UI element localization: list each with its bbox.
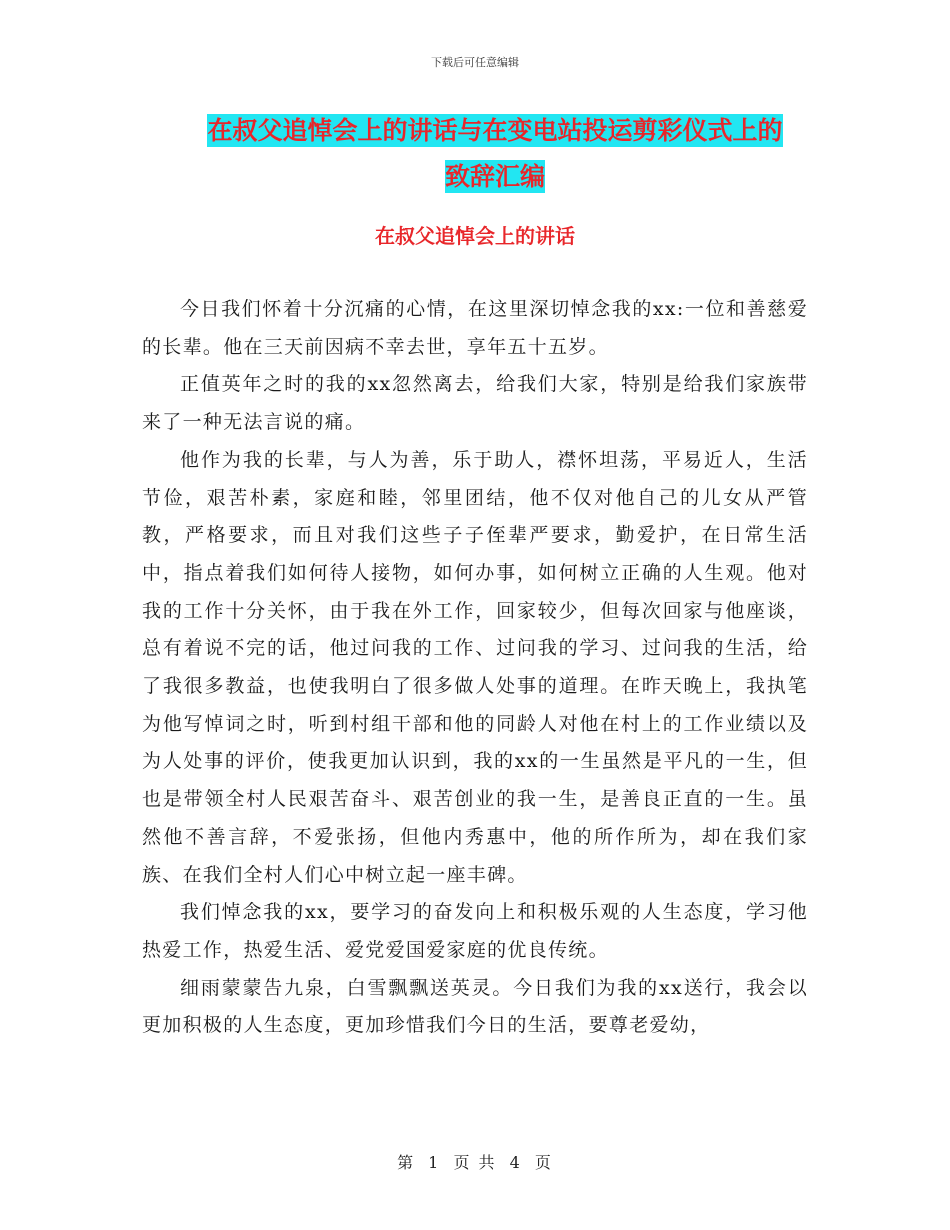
footer-suffix: 页 <box>534 1153 553 1172</box>
total-pages: 4 <box>509 1153 522 1172</box>
paragraph: 正值英年之时的我的xx忽然离去，给我们大家，特别是给我们家族带来了一种无法言说的痛。 <box>142 373 808 434</box>
document-title <box>160 108 830 200</box>
paragraph: 细雨蒙蒙告九泉，白雪飘飘送英灵。今日我们为我的xx送行，我会以更加积极的人生态度，更加珍惜我们今日的生活，要尊老爱幼， <box>142 976 808 1037</box>
header-note: 下载后可任意编辑 <box>431 56 519 69</box>
document-title-line-1: 在叔父追悼会上的讲话与在变电站投运剪彩仪式上的 <box>207 116 783 145</box>
footer-mid: 页 共 <box>453 1153 497 1172</box>
section-title: 在叔父追悼会上的讲话 <box>375 224 575 248</box>
page-number: 1 <box>428 1153 441 1172</box>
paragraph: 今日我们怀着十分沉痛的心情，在这里深切悼念我的xx:一位和善慈爱的长辈。他在三天前因病不幸去世，享年五十五岁。 <box>142 298 808 358</box>
footer-prefix: 第 <box>397 1153 416 1172</box>
body-text <box>142 291 808 1045</box>
document-title-line-2: 致辞汇编 <box>444 162 545 191</box>
page-footer <box>0 1150 950 1173</box>
paragraph: 我们悼念我的xx，要学习的奋发向上和积极乐观的人生态度，学习他热爱工作，热爱生活、爱党爱国爱家庭的优良传统。 <box>142 901 808 961</box>
paragraph: 他作为我的长辈，与人为善，乐于助人，襟怀坦荡，平易近人，生活节俭，艰苦朴素，家庭和睦，邻里团结，他不仅对他自己的儿女从严管教，严格要求，而且对我们这些子子侄辈严要求，勤爱护，在日常生活中，指点着我们如何待人接物，如何办事，如何树立正确的人生观。他对我的工作十分关怀，由于我在外工作，回家较少，但每次回家与他座谈，总有着说不完的话，他过问我的工作、过问我的学习、过问我的生活，给了我很多教益，也使我明白了很多做人处事的道理。在昨天晚上，我执笔为他写悼词之时，听到村组干部和他的同龄人对他在村上的工作业绩以及为人处事的评价，使我更加认识到，我的xx的一生虽然是平凡的一生，但也是带领全村人民艰苦奋斗、艰苦创业的我一生，是善良正直的一生。虽然他不善言辞，不爱张扬，但他内秀惠中，他的所作所为，却在我们家族、在我们全村人们心中树立起一座丰碑。 <box>142 448 808 886</box>
